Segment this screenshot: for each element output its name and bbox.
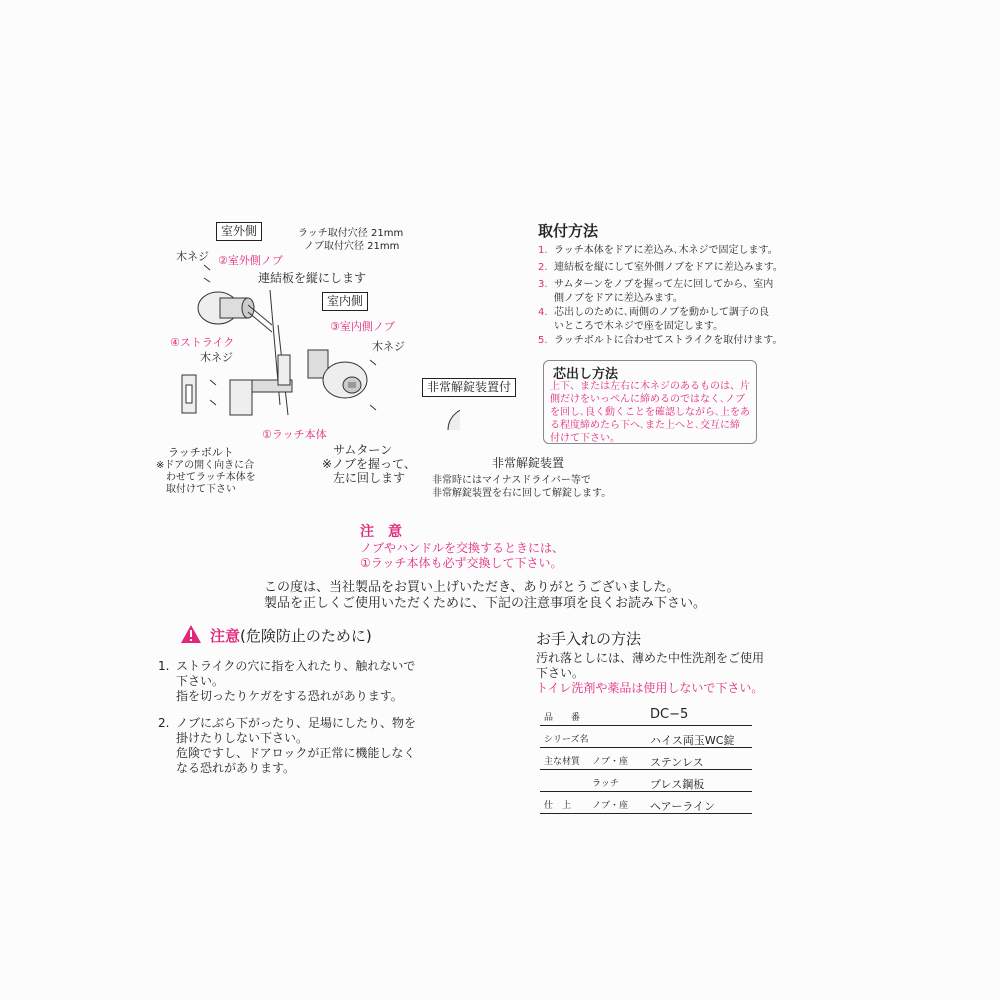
safety-item-text: 危険ですし、ドアロックが正常に機能しなく <box>176 746 416 760</box>
safety-item-text: 指を切ったりケガをする恐れがあります。 <box>176 689 403 703</box>
safety-item-line <box>158 716 416 731</box>
care-line: 汚れ落としには、薄めた中性洗剤をご使用 <box>536 651 765 665</box>
outer-knob-label: ②室外側ノブ <box>218 254 283 267</box>
outer-knob-drawing <box>198 292 272 332</box>
centering-line: を回し､良く動くことを確認しながら､上をあ <box>550 407 750 418</box>
emergency-knob-drawing <box>448 408 460 430</box>
safety-item-text: ノブにぶら下がったり、足場にしたり、物を <box>176 716 417 730</box>
safety-title <box>210 625 372 646</box>
install-step-number: 5. <box>538 335 548 346</box>
latch-bolt-label: ラッチボルト <box>168 446 234 459</box>
spec-label: 仕 上 <box>544 801 572 811</box>
install-step-text: ラッチボルトに合わせてストライクを取付けます。 <box>554 335 783 346</box>
install-step-text: 側ノブをドアに差込みます。 <box>554 293 683 304</box>
install-step-number: 3. <box>538 279 548 290</box>
caution-title: 注 意 <box>360 524 402 540</box>
install-title: 取付方法 <box>538 222 599 240</box>
latch-body-label: ①ラッチ本体 <box>262 428 327 441</box>
wood-screw-label-right: 木ネジ <box>372 340 405 353</box>
spec-row <box>540 706 752 726</box>
emergency-note: 非常解錠装置を右に回して解錠します。 <box>432 488 612 499</box>
spec-row <box>540 772 752 792</box>
emergency-label: 非常解錠装置付 <box>422 378 516 397</box>
safety-item-text: 掛けたりしない下さい。 <box>176 731 309 745</box>
safety-item-number: 1. <box>158 659 170 673</box>
install-step-text: 芯出しのために､両側のノブを動かして調子の良 <box>554 307 769 318</box>
strike-label: ④ストライク <box>170 336 235 349</box>
safety-item-line <box>158 674 416 689</box>
latch-note-line: わせてラッチ本体を <box>166 472 256 483</box>
install-steps <box>538 244 783 351</box>
safety-item-number: 2. <box>158 716 170 730</box>
plate-vertical-label: 連結板を縦にします <box>258 271 367 285</box>
spec-value: ハイス両玉WC錠 <box>650 734 735 747</box>
warning-triangle-icon <box>180 624 202 644</box>
install-step <box>538 292 783 305</box>
install-step <box>538 278 783 291</box>
safety-item-line <box>158 659 416 674</box>
wood-screw-label-left: 木ネジ <box>200 351 233 364</box>
latch-hole-note: ラッチ取付穴径 21mm <box>298 228 404 239</box>
thumbturn-note: ※ノブを握って、 <box>322 457 416 471</box>
inner-side-label: 室内側 <box>322 292 368 311</box>
caution-line: ノブやハンドルを交換するときには、 <box>360 541 565 555</box>
care-warning: トイレ洗剤や薬品は使用しないで下さい。 <box>536 681 764 695</box>
safety-item-line <box>158 761 416 776</box>
care-title: お手入れの方法 <box>536 630 642 648</box>
centering-title: 芯出し方法 <box>553 367 619 382</box>
safety-item-text: 下さい。 <box>176 674 225 688</box>
install-step <box>538 306 783 319</box>
install-step <box>538 244 783 257</box>
install-step-text: 連結板を縦にして室外側ノブをドアに差込みます。 <box>554 262 783 273</box>
outer-side-label: 室外側 <box>216 222 262 241</box>
thanks-line: この度は、当社製品をお買い上げいただき、ありがとうございました。 <box>264 580 680 595</box>
thumbturn-label: サムターン <box>333 443 393 457</box>
spec-label: シリーズ名 <box>544 735 589 745</box>
install-step-text: ラッチ本体をドアに差込み､木ネジで固定します。 <box>554 245 778 256</box>
thumbturn-note: 左に回します <box>333 471 406 485</box>
spec-row <box>540 728 752 748</box>
safety-item-line <box>158 689 416 704</box>
safety-item-line <box>158 746 416 761</box>
thanks-line: 製品を正しくご使用いただくために、下記の注意事項を良くお読み下さい。 <box>264 596 707 611</box>
install-step-text: いところで木ネジで座を固定します。 <box>554 321 724 332</box>
spec-value: DC−5 <box>650 707 689 722</box>
spec-sublabel: ノブ・座 <box>592 757 629 767</box>
care-line: 下さい。 <box>536 666 585 680</box>
spec-value: ヘアーライン <box>650 800 716 813</box>
centering-line: 付けて下さい。 <box>550 433 620 444</box>
wood-screw-label-top: 木ネジ <box>176 250 209 263</box>
install-step <box>538 334 783 347</box>
safety-item-line <box>158 731 416 746</box>
safety-item <box>158 716 416 776</box>
spec-sublabel: ラッチ <box>592 779 619 789</box>
centering-line: る程度締めたら下へ､また上へと､交互に締 <box>550 420 740 431</box>
caution-line: ①ラッチ本体も必ず交換して下さい。 <box>360 556 563 570</box>
spec-label: 主な材質 <box>544 757 581 767</box>
spec-row <box>540 794 752 814</box>
install-step <box>538 261 783 274</box>
centering-line: 側だけをいっぺんに締めるのではなく､ノブ <box>550 394 745 405</box>
emergency-note: 非常時にはマイナスドライバー等で <box>432 475 591 486</box>
spec-value: ステンレス <box>650 756 704 769</box>
install-step-text: サムターンをノブを握って左に回してから、室内 <box>554 279 774 290</box>
safety-items <box>158 659 416 788</box>
centering-text <box>550 380 750 445</box>
safety-title-main: 注意 <box>210 627 241 645</box>
spec-sublabel: ノブ・座 <box>592 801 629 811</box>
emergency-device-label: 非常解錠装置 <box>492 456 565 470</box>
inner-knob-label: ③室内側ノブ <box>330 320 395 333</box>
safety-title-suffix: (危険防止のために) <box>240 627 372 645</box>
latch-note-line: 取付けて下さい <box>166 484 236 495</box>
inner-knob-drawing <box>308 350 367 398</box>
spec-row <box>540 750 752 770</box>
spec-label: 品 番 <box>544 713 581 723</box>
latch-note-line: ※ドアの開く向きに合 <box>156 460 255 471</box>
install-step-number: 1. <box>538 245 548 256</box>
safety-item-text: なる恐れがあります。 <box>176 761 296 775</box>
safety-item-text: ストライクの穴に指を入れたり、触れないで <box>176 659 416 673</box>
safety-item <box>158 659 416 704</box>
latch-drawing <box>230 355 292 415</box>
centering-line: 上下、または左右に木ネジのあるものは、片 <box>550 381 750 392</box>
install-step-number: 4. <box>538 307 548 318</box>
strike-drawing <box>182 375 196 413</box>
install-step <box>538 320 783 333</box>
install-step-number: 2. <box>538 262 548 273</box>
knob-hole-note: ノブ取付穴径 21mm <box>304 241 400 252</box>
spec-value: プレス鋼板 <box>650 778 705 791</box>
